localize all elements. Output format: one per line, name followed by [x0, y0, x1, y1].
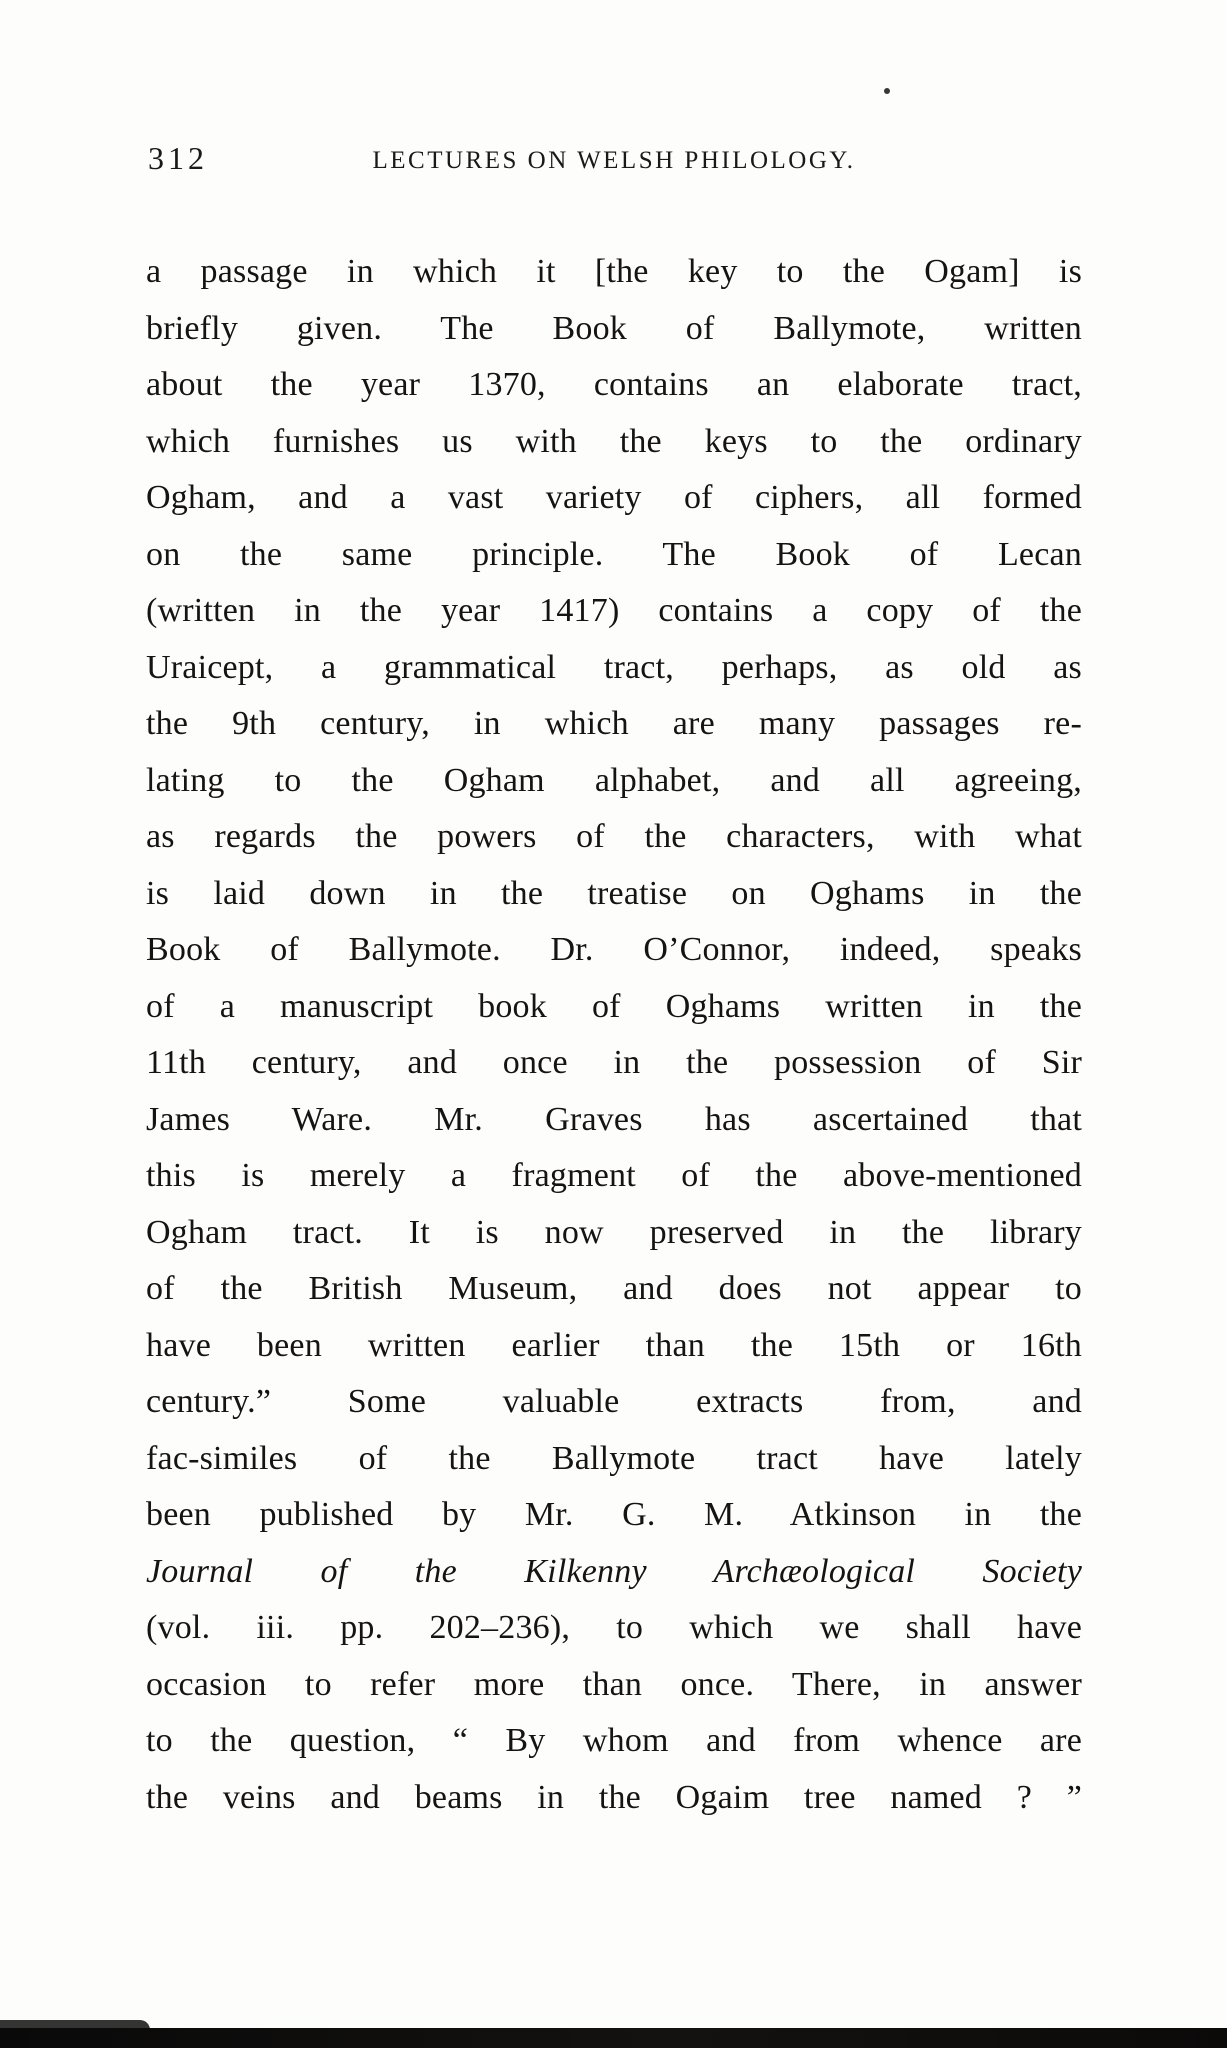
text-line: fac-similes of the Ballymote tract have lately [146, 1439, 1082, 1477]
text-line: of a manuscript book of Oghams written in the [146, 987, 1082, 1025]
text-line: which furnishes us with the keys to the ordinary [146, 422, 1082, 460]
text-line: Journal of the Kilkenny Archæological Society [146, 1552, 1082, 1590]
body-text [146, 244, 1082, 1826]
text-line: of the British Museum, and does not appear to [146, 1270, 1082, 1307]
text-line: 11th century, and once in the possession of Sir [146, 1044, 1082, 1081]
text-line: lating to the Ogham alphabet, and all agreeing, [146, 761, 1082, 799]
text-line: about the year 1370, contains an elaborate tract, [146, 366, 1082, 403]
text-line: a passage in which it [the key to the Ogam] is [146, 253, 1082, 290]
text-line: occasion to refer more than once. There, in answer [146, 1665, 1082, 1703]
text-line: century.” Some valuable extracts from, and [146, 1383, 1082, 1420]
ink-dot-artifact [884, 88, 890, 94]
text-line: is laid down in the treatise on Oghams in the [146, 874, 1082, 912]
text-line: Ogham tract. It is now preserved in the library [146, 1213, 1082, 1251]
text-line: have been written earlier than the 15th or 16th [146, 1326, 1082, 1364]
running-header-title: LECTURES ON WELSH PHILOLOGY. [372, 147, 856, 174]
text-line: the 9th century, in which are many passages re- [146, 705, 1082, 742]
text-line: to the question, “ By whom and from whence are [146, 1722, 1082, 1759]
text-line: been published by Mr. G. M. Atkinson in the [146, 1496, 1082, 1533]
text-line: (vol. iii. pp. 202–236), to which we shall have [146, 1609, 1082, 1646]
scan-edge-artifact [0, 2028, 1227, 2048]
text-line: (written in the year 1417) contains a copy of the [146, 592, 1082, 629]
page-header [146, 140, 1082, 184]
text-line: on the same principle. The Book of Lecan [146, 535, 1082, 573]
text-line: Uraicept, a grammatical tract, perhaps, as old as [146, 648, 1082, 686]
text-line: James Ware. Mr. Graves has ascertained that [146, 1100, 1082, 1138]
text-line: Ogham, and a vast variety of ciphers, all formed [146, 479, 1082, 516]
text-line: Book of Ballymote. Dr. O’Connor, indeed, speaks [146, 931, 1082, 968]
page-number: 312 [148, 140, 208, 176]
text-line: briefly given. The Book of Ballymote, written [146, 309, 1082, 347]
text-line: as regards the powers of the characters, with what [146, 818, 1082, 855]
text-line: this is merely a fragment of the above-mentioned [146, 1157, 1082, 1194]
text-line: the veins and beams in the Ogaim tree named ? ” [146, 1778, 1082, 1816]
